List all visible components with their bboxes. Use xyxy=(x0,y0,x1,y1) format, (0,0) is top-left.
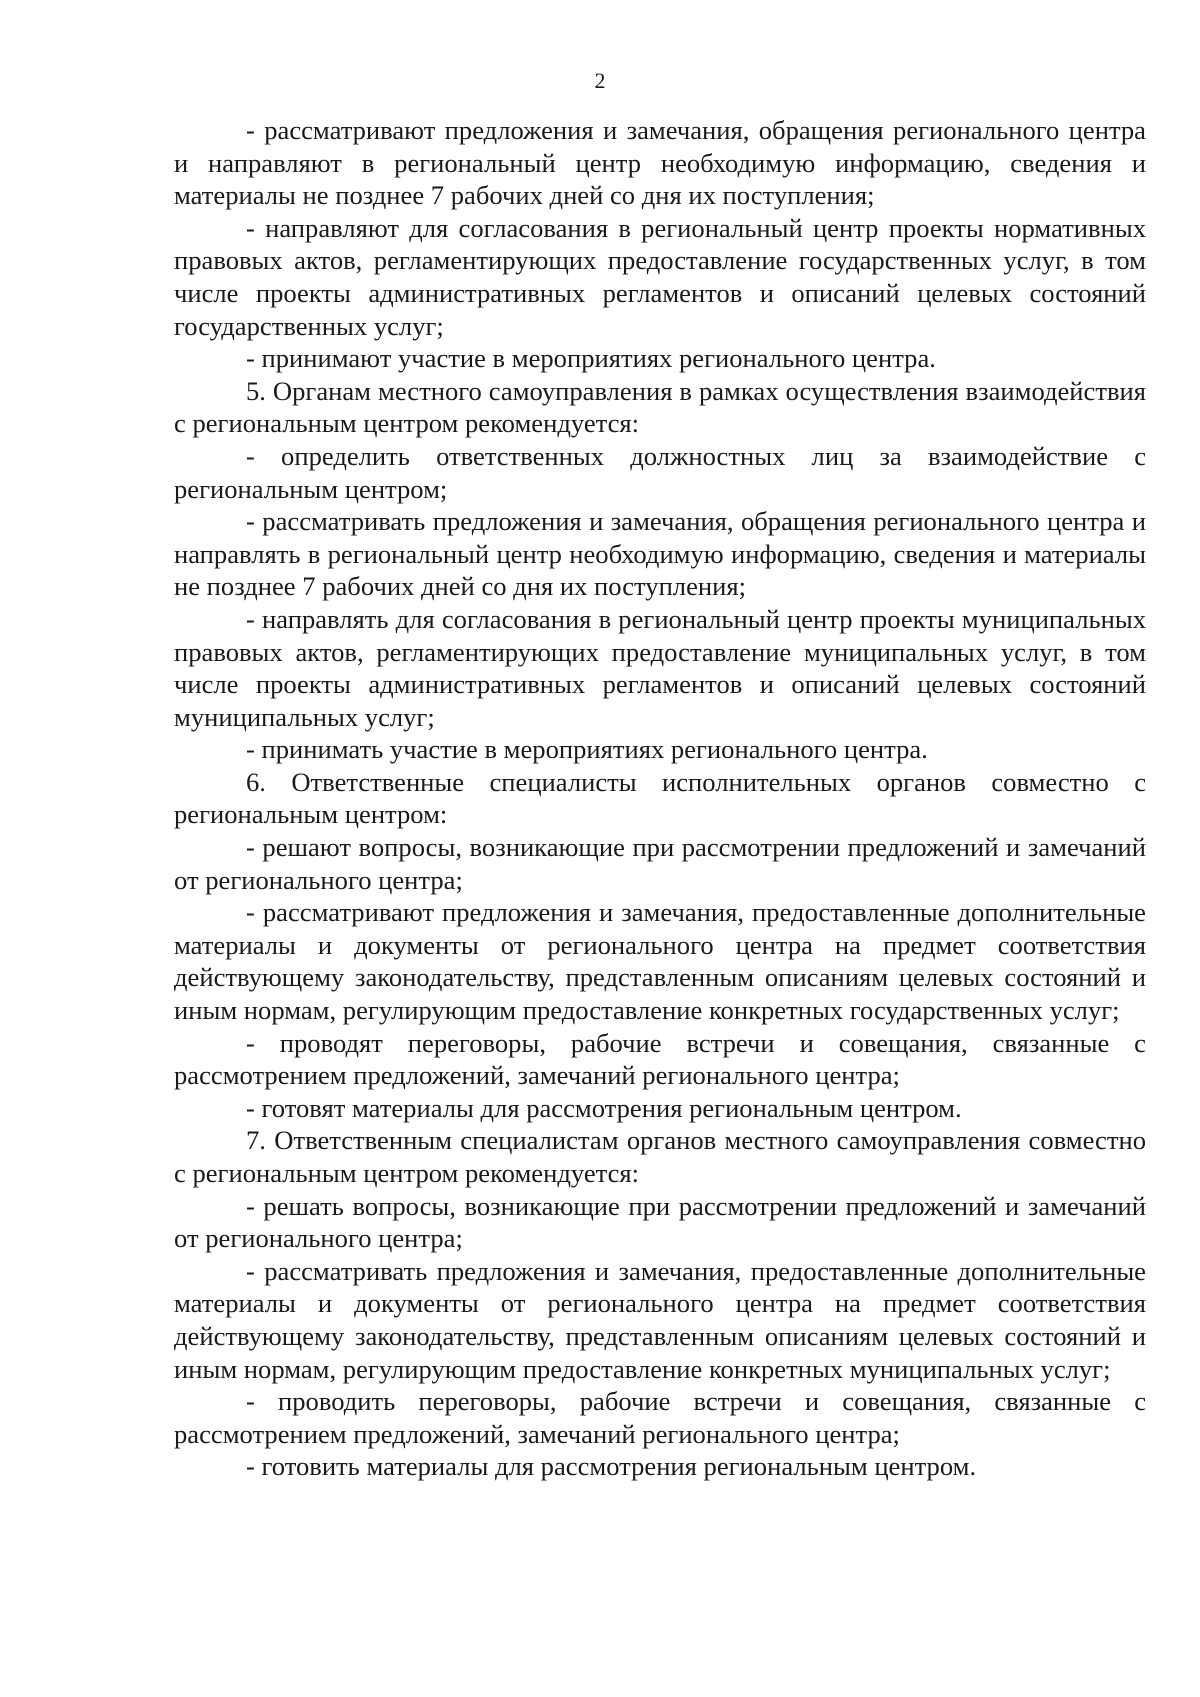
paragraph-local-participate: - принимать участие в мероприятиях регионального центра. xyxy=(246,734,928,765)
paragraph-local-specialists-review: - рассматривать предложения и замечания, предоставленные дополнительные материалы и документы от регионального центра на предмет соответствия действующему законодательству, представленным описаниям целевых состояний и иным нормам, регулирующим предоставление конкретных муниципальных услуг; xyxy=(174,1255,1146,1384)
paragraph-specialists-resolve: - решают вопросы, возникающие при рассмотрении предложений и замечаний от регионального центра; xyxy=(174,832,1146,895)
document-body xyxy=(174,114,1146,1483)
paragraph-local-submit-drafts: - направлять для согласования в региональный центр проекты муниципальных правовых актов, регламентирующих предоставление муниципальных услуг, в том числе проекты административных регламентов и описаний целевых состояний муниципальных услуг; xyxy=(174,603,1146,732)
paragraph-item-7: 7. Ответственным специалистам органов местного самоуправления совместно с региональным центром рекомендуется: xyxy=(174,1125,1146,1188)
paragraph-local-specialists-resolve: - решать вопросы, возникающие при рассмотрении предложений и замечаний от регионального центра; xyxy=(174,1190,1146,1254)
paragraph-regional-bodies-review: - рассматривают предложения и замечания, обращения регионального центра и направляют в региональный центр необходимую информацию, сведения и материалы не позднее 7 рабочих дней со дня их поступления; xyxy=(174,115,1146,211)
paragraph-regional-bodies-submit-drafts: - направляют для согласования в региональный центр проекты нормативных правовых актов, регламентирующих предоставление государственных услуг, в том числе проекты административных регламентов и описаний целевых состояний государственных услуг; xyxy=(174,212,1146,341)
paragraph-regional-bodies-participate: - принимают участие в мероприятиях регионального центра. xyxy=(246,343,936,374)
paragraph-item-5: 5. Органам местного самоуправления в рамках осуществления взаимодействия с региональным центром рекомендуется: xyxy=(174,375,1146,439)
paragraph-local-review: - рассматривать предложения и замечания, обращения регионального центра и направлять в региональный центр необходимую информацию, сведения и материалы не позднее 7 рабочих дней со дня их поступления; xyxy=(174,506,1146,602)
paragraph-local-appoint-officials: - определить ответственных должностных лиц за взаимодействие с региональным центром; xyxy=(174,440,1146,504)
paragraph-local-specialists-prepare: - готовить материалы для рассмотрения региональным центром. xyxy=(246,1451,977,1482)
paragraph-item-6: 6. Ответственные специалисты исполнительных органов совместно с региональным центром: xyxy=(174,766,1146,830)
paragraph-specialists-prepare: - готовят материалы для рассмотрения региональным центром. xyxy=(246,1092,962,1123)
paragraph-specialists-meetings: - проводят переговоры, рабочие встречи и совещания, связанные с рассмотрением предложений, замечаний регионального центра; xyxy=(174,1027,1146,1091)
paragraph-local-specialists-meetings: - проводить переговоры, рабочие встречи и совещания, связанные с рассмотрением предложений, замечаний регионального центра; xyxy=(174,1386,1146,1449)
page-number: 2 xyxy=(594,68,606,93)
paragraph-specialists-review: - рассматривают предложения и замечания, предоставленные дополнительные материалы и документы от регионального центра на предмет соответствия действующему законодательству, представленным описаниям целевых состояний и иным нормам, регулирующим предоставление конкретных государственных услуг; xyxy=(174,897,1146,1026)
